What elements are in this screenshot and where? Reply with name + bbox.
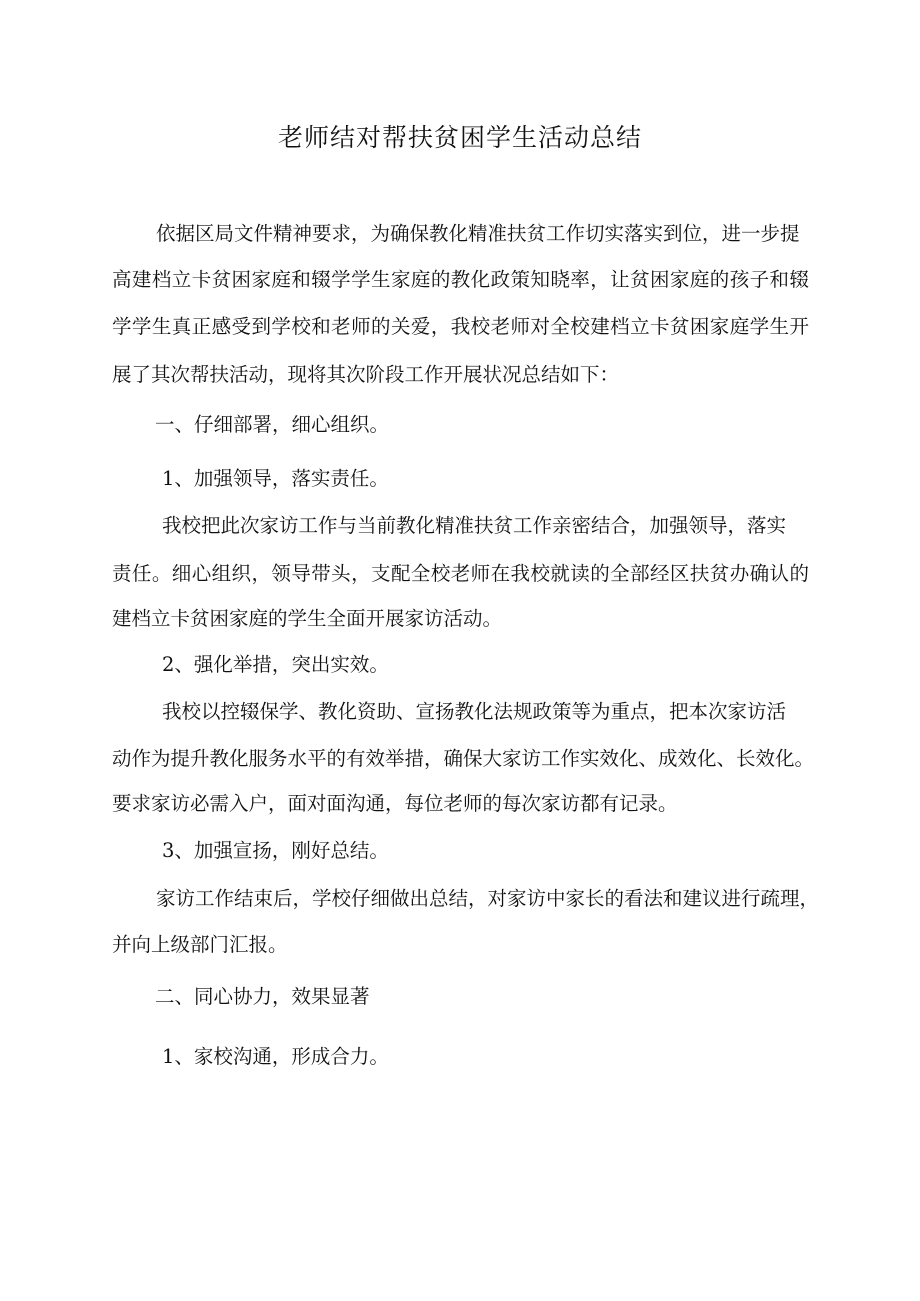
section-heading: 二、同心协力，效果显著 xyxy=(155,985,370,1008)
subsection-heading: 2、强化举措，突出实效。 xyxy=(162,653,389,676)
document-title: 老师结对帮扶贫困学生活动总结 xyxy=(277,123,642,152)
subsection-heading: 1、家校沟通，形成合力。 xyxy=(162,1045,389,1068)
paragraph-line: 学学生真正感受到学校和老师的关爱，我校老师对全校建档立卡贫困家庭学生开 xyxy=(112,315,809,338)
section-heading: 一、仔细部署，细心组织。 xyxy=(155,413,390,436)
subsection-heading: 3、加强宣扬，刚好总结。 xyxy=(162,839,389,862)
paragraph-line: 我校把此次家访工作与当前教化精准扶贫工作亲密结合，加强领导，落实 xyxy=(162,514,787,537)
subsection-heading: 1、加强领导，落实责任。 xyxy=(162,467,389,490)
paragraph-line: 动作为提升教化服务水平的有效举措，确保大家访工作实效化、成效化、长效化。 xyxy=(112,747,815,770)
paragraph-line: 高建档立卡贫困家庭和辍学学生家庭的教化政策知晓率，让贫困家庭的孩子和辍 xyxy=(112,268,809,291)
paragraph-line: 展了其次帮扶活动，现将其次阶段工作开展状况总结如下： xyxy=(112,363,620,386)
paragraph-line: 我校以控辍保学、教化资助、宣扬教化法规政策等为重点，把本次家访活 xyxy=(162,700,787,723)
paragraph-line: 并向上级部门汇报。 xyxy=(112,933,288,956)
paragraph-line: 要求家访必需入户，面对面沟通，每位老师的每次家访都有记录。 xyxy=(112,792,678,815)
paragraph-line: 建档立卡贫困家庭的学生全面开展家访活动。 xyxy=(112,607,503,630)
paragraph-line: 家访工作结束后，学校仔细做出总结，对家访中家长的看法和建议进行疏理， xyxy=(156,887,820,910)
paragraph-line: 依据区局文件精神要求，为确保教化精准扶贫工作切实落实到位，进一步提 xyxy=(156,222,800,245)
paragraph-line: 责任。细心组织，领导带头，支配全校老师在我校就读的全部经区扶贫办确认的 xyxy=(112,562,809,585)
